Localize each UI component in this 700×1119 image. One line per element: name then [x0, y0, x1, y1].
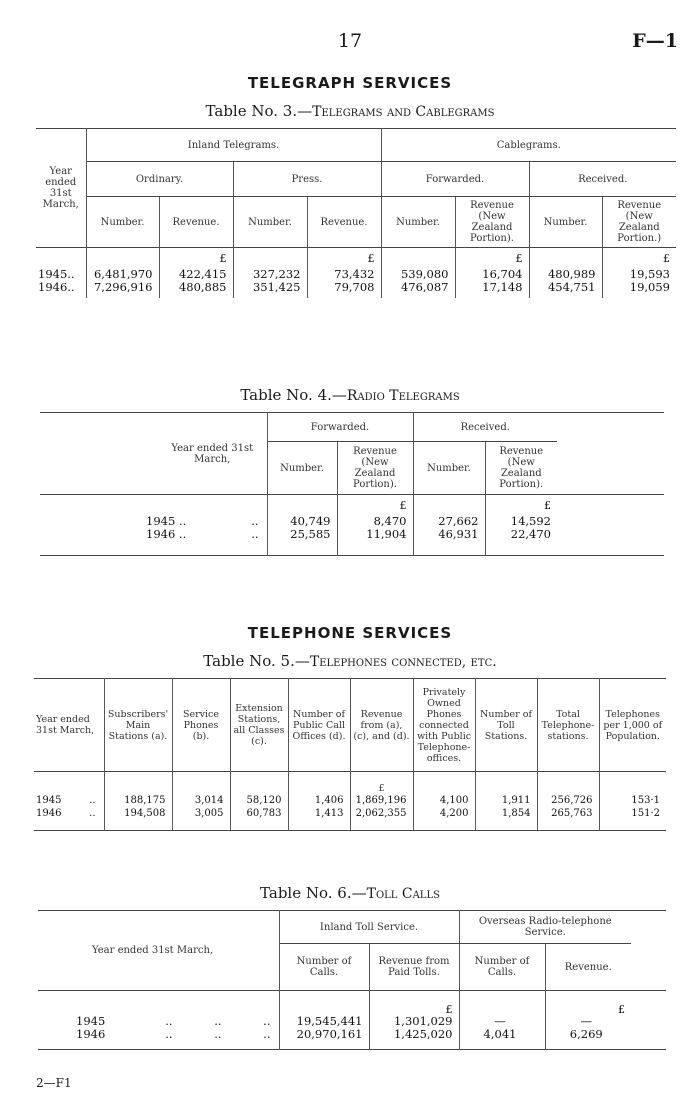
- table5-total-header: Total Telephone-stations.: [537, 679, 599, 772]
- leader-dots: ..: [251, 527, 259, 541]
- table3-press-number-header: Number.: [233, 197, 307, 248]
- value-cell: 454,751: [529, 281, 602, 294]
- table5-service-header: Service Phones (b).: [172, 679, 230, 772]
- year-label: 1946: [76, 1027, 106, 1041]
- table6-title-main: Toll Calls: [366, 886, 440, 902]
- leader-dots: ..: [251, 514, 259, 528]
- value-cell: 188,175: [104, 794, 172, 807]
- table6-overseas-header: Overseas Radio-telephone Service.: [459, 911, 631, 944]
- year-cell: [34, 807, 104, 820]
- value-cell: 7,296,916: [86, 281, 159, 294]
- table3-forwarded-header: Forwarded.: [381, 162, 529, 197]
- value-cell: 539,080: [381, 268, 455, 281]
- table5: [34, 678, 666, 831]
- table-row: [34, 794, 666, 807]
- value-cell: 8,470: [337, 515, 413, 528]
- value-cell: 3,014: [172, 794, 230, 807]
- table6-title-prefix: Table No. 6.—: [260, 884, 367, 902]
- currency-symbol: £: [455, 248, 529, 269]
- value-cell: 1,406: [288, 794, 350, 807]
- value-cell: 327,232: [233, 268, 307, 281]
- currency-symbol: £: [307, 248, 381, 269]
- table4-forwarded-header: Forwarded.: [267, 413, 413, 442]
- value-cell: 3,005: [172, 807, 230, 820]
- table5-extension-header: Extension Stations, all Classes (c).: [230, 679, 288, 772]
- table3-cable-header: Cablegrams.: [381, 129, 676, 162]
- table4: [40, 412, 664, 556]
- leader-dots: ..: [89, 808, 96, 819]
- table4-rec-number-header: Number.: [413, 442, 485, 495]
- year-label: 1945: [36, 795, 62, 806]
- year-cell: [40, 528, 267, 541]
- table6: [38, 910, 666, 1050]
- value-cell: 1,425,020: [369, 1028, 459, 1041]
- value-cell: 19,593: [629, 267, 670, 281]
- value-cell: 1,413: [288, 807, 350, 820]
- telephone-section-title: TELEPHONE SERVICES: [247, 624, 453, 642]
- value-cell: 4,100: [413, 794, 475, 807]
- value-cell: 11,904: [337, 528, 413, 541]
- table5-public-header: Number of Public Call Offices (d).: [288, 679, 350, 772]
- value-cell: 1,301,029: [369, 1015, 459, 1028]
- value-cell: 351,425: [233, 281, 307, 294]
- value-cell: 22,470: [510, 527, 551, 541]
- value-cell: 4,200: [413, 807, 475, 820]
- value-cell: 46,931: [413, 528, 485, 541]
- year-cell: 1946..: [36, 281, 86, 294]
- table3-year-header: Year ended 31st March,: [36, 129, 86, 248]
- value-cell: 153·1: [631, 795, 660, 806]
- table5-title: [0, 652, 700, 670]
- value-cell: 480,885: [159, 281, 233, 294]
- value-cell: —: [580, 1014, 592, 1028]
- table5-subscribers-header: Subscribers' Main Stations (a).: [104, 679, 172, 772]
- page-number: 17: [337, 30, 363, 52]
- value-cell: 58,120: [230, 794, 288, 807]
- table3-fwd-revenue-header: Revenue (New Zealand Portion).: [455, 197, 529, 248]
- year-label: 1946: [36, 808, 62, 819]
- table-row: [38, 1028, 666, 1041]
- currency-symbol: £: [159, 248, 233, 269]
- table3: [36, 128, 676, 298]
- table3-inland-header: Inland Telegrams.: [86, 129, 381, 162]
- value-cell: 422,415: [159, 268, 233, 281]
- value-cell: 79,708: [307, 281, 381, 294]
- year-cell: 1945..: [36, 268, 86, 281]
- value-cell: 17,148: [455, 281, 529, 294]
- table5-per1000-header: Telephones per 1,000 of Population.: [603, 708, 663, 742]
- currency-symbol: £: [485, 495, 557, 516]
- table5-revenue-header: Revenue from (a), (c), and (d).: [350, 679, 413, 772]
- table6-revpaid-header: Revenue from Paid Tolls.: [369, 944, 459, 991]
- value-cell: 480,989: [529, 268, 602, 281]
- currency-symbol: £: [337, 495, 413, 516]
- value-cell: 265,763: [537, 807, 599, 820]
- table6-title: [0, 884, 700, 902]
- value-cell: 19,545,441: [279, 1015, 369, 1028]
- value-cell: 16,704: [455, 268, 529, 281]
- table3-ordinary-header: Ordinary.: [86, 162, 233, 197]
- currency-symbol: £: [369, 991, 459, 1016]
- table4-title: [0, 386, 700, 404]
- year-cell: [34, 794, 104, 807]
- table3-fwd-number-header: Number.: [381, 197, 455, 248]
- table6-revenue-header: Revenue.: [564, 961, 612, 973]
- table3-received-header: Received.: [529, 162, 676, 197]
- value-cell: 19,059: [629, 280, 670, 294]
- leader-dots: .. .. ..: [165, 1027, 271, 1041]
- table3-title-main: Telegrams and Cablegrams: [312, 104, 495, 120]
- table5-year-header: Year ended 31st March,: [34, 679, 104, 772]
- value-cell: 14,592: [510, 514, 551, 528]
- value-cell: 25,585: [267, 528, 337, 541]
- table5-private-header: Privately Owned Phones connected with Public Telephone-offices.: [413, 679, 475, 772]
- table-row: [36, 281, 676, 294]
- table4-fwd-number-header: Number.: [267, 442, 337, 495]
- page-code: F—1: [632, 30, 678, 52]
- table5-title-prefix: Table No. 5.—: [203, 652, 310, 670]
- table5-title-main: Telephones connected, etc.: [309, 654, 497, 670]
- table3-press-header: Press.: [233, 162, 381, 197]
- table4-title-main: Radio Telegrams: [346, 388, 460, 404]
- table3-press-revenue-header: Revenue.: [307, 197, 381, 248]
- value-cell: 194,508: [104, 807, 172, 820]
- currency-symbol: £: [350, 772, 413, 795]
- table6-ovcalls-header: Number of Calls.: [459, 944, 545, 991]
- value-cell: 1,854: [475, 807, 537, 820]
- value-cell: —: [459, 1015, 545, 1028]
- table4-fwd-revenue-header: Revenue (New Zealand Portion).: [337, 442, 413, 495]
- year-cell: [38, 1028, 279, 1041]
- table-row: [34, 807, 666, 820]
- table3-rec-revenue-header: Revenue (New Zealand Portion.): [617, 200, 662, 244]
- page-footer: 2—F1: [36, 1076, 72, 1090]
- year-label: 1945: [76, 1014, 106, 1028]
- leader-dots: .. .. ..: [165, 1014, 271, 1028]
- table4-rec-revenue-header: Revenue (New Zealand Portion).: [485, 442, 557, 495]
- value-cell: 60,783: [230, 807, 288, 820]
- table5-toll-header: Number of Toll Stations.: [475, 679, 537, 772]
- value-cell: 40,749: [267, 515, 337, 528]
- table6-calls-header: Number of Calls.: [279, 944, 369, 991]
- table-row: [40, 515, 664, 528]
- table3-title: [0, 102, 700, 120]
- value-cell: 73,432: [307, 268, 381, 281]
- value-cell: 20,970,161: [279, 1028, 369, 1041]
- table-row: [40, 528, 664, 541]
- table3-title-prefix: Table No. 3.—: [205, 102, 313, 120]
- table3-rec-number-header: Number.: [529, 197, 602, 248]
- leader-dots: ..: [89, 795, 96, 806]
- telegraph-section-title: TELEGRAPH SERVICES: [247, 74, 453, 92]
- year-label: 1945 ..: [146, 514, 187, 528]
- value-cell: 2,062,355: [350, 807, 413, 820]
- currency-symbol: £: [618, 1003, 625, 1016]
- value-cell: 27,662: [413, 515, 485, 528]
- value-cell: 1,911: [475, 794, 537, 807]
- table4-received-header: Received.: [413, 413, 557, 442]
- table4-year-header: Year ended 31st March,: [40, 413, 267, 495]
- value-cell: 476,087: [381, 281, 455, 294]
- table3-ord-number-header: Number.: [86, 197, 159, 248]
- table3-ord-revenue-header: Revenue.: [159, 197, 233, 248]
- value-cell: 256,726: [537, 794, 599, 807]
- value-cell: 4,041: [459, 1028, 545, 1041]
- value-cell: 1,869,196: [350, 794, 413, 807]
- table6-year-header: Year ended 31st March,: [38, 911, 279, 991]
- table6-inland-header: Inland Toll Service.: [279, 911, 459, 944]
- value-cell: 6,269: [569, 1027, 603, 1041]
- value-cell: 151·2: [631, 808, 660, 819]
- year-label: 1946 ..: [146, 527, 187, 541]
- value-cell: 6,481,970: [86, 268, 159, 281]
- currency-symbol: £: [663, 251, 670, 265]
- table4-title-prefix: Table No. 4.—: [240, 386, 347, 404]
